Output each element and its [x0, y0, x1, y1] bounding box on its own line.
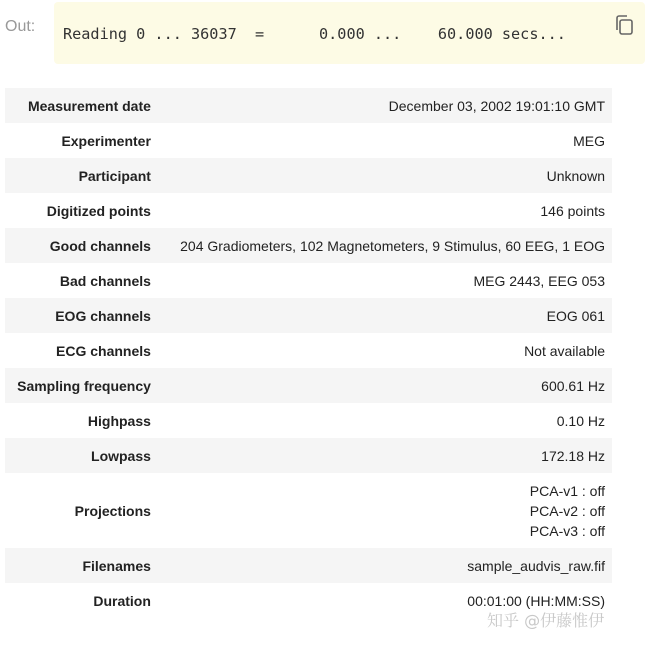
row-value: 204 Gradiometers, 102 Magnetometers, 9 Stimulus, 60 EEG, 1 EOG [180, 237, 605, 254]
row-value: 146 points [540, 202, 605, 219]
row-label: ECG channels [56, 342, 151, 359]
table-row-eog-channels [5, 298, 612, 333]
row-label: Good channels [49, 237, 151, 254]
row-value: 0.10 Hz [556, 412, 605, 429]
table-row-sampling-frequency [5, 368, 612, 403]
row-value: Not available [524, 342, 605, 359]
table-row-good-channels [5, 228, 612, 263]
output-area [54, 2, 645, 64]
row-value: MEG 2443, EEG 053 [473, 272, 605, 289]
row-value [158, 473, 612, 548]
row-value: December 03, 2002 19:01:10 GMT [388, 97, 605, 114]
table-row-filenames [5, 548, 612, 583]
row-label: Participant [78, 167, 151, 184]
projection-item: PCA-v2 : off [529, 502, 605, 519]
table-row-highpass [5, 403, 612, 438]
row-label: Duration [93, 592, 151, 609]
row-label: EOG channels [55, 307, 151, 324]
table-row-participant [5, 158, 612, 193]
output-prompt-label: Out: [5, 18, 36, 35]
row-value: EOG 061 [546, 307, 605, 324]
row-label: Projections [74, 502, 151, 519]
row-value: 172.18 Hz [541, 447, 605, 464]
table-row-ecg-channels [5, 333, 612, 368]
watermark-text: 知乎 @伊藤惟伊 [487, 611, 605, 630]
table-row-measurement-date [5, 88, 612, 123]
table-row-digitized-points [5, 193, 612, 228]
row-label: Bad channels [59, 272, 151, 289]
row-label: Filenames [82, 557, 151, 574]
row-label: Measurement date [27, 97, 151, 114]
projection-item: PCA-v1 : off [529, 482, 605, 499]
row-label: Experimenter [61, 132, 151, 149]
row-value: MEG [573, 132, 605, 149]
row-value: sample_audvis_raw.fif [467, 557, 605, 574]
raw-info-table [5, 88, 612, 618]
output-text: Reading 0 ... 36037 = 0.000 ... 60.000 secs... [63, 25, 566, 43]
row-value: Unknown [546, 167, 605, 184]
projection-item: PCA-v3 : off [529, 522, 605, 539]
row-label: Lowpass [91, 447, 151, 464]
table-row-projections [5, 473, 612, 548]
table-row-lowpass [5, 438, 612, 473]
row-label: Sampling frequency [17, 377, 151, 394]
table-row-bad-channels [5, 263, 612, 298]
row-value: 00:01:00 (HH:MM:SS) [467, 592, 605, 609]
table-row-experimenter [5, 123, 612, 158]
row-label: Digitized points [46, 202, 151, 219]
copy-icon[interactable] [614, 14, 634, 36]
row-value: 600.61 Hz [541, 377, 605, 394]
row-label: Highpass [87, 412, 151, 429]
